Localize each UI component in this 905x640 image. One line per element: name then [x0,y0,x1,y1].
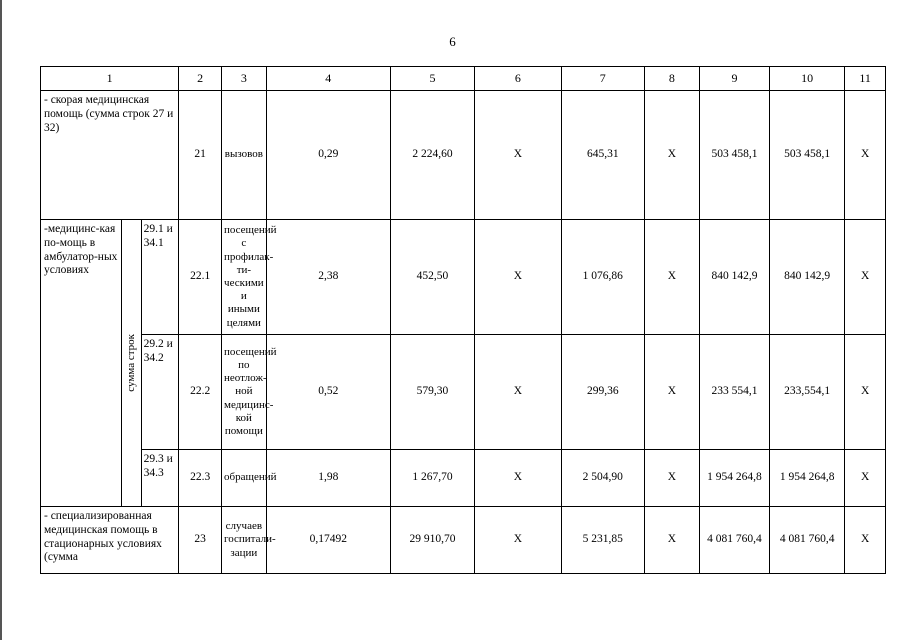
row-group-label: -медицинс-кая по-мощь в амбулатор-ных условиях [41,220,122,507]
header-cell-3: 3 [222,67,267,91]
value-cell: Х [475,91,561,220]
value-cell: 2 504,90 [561,450,644,507]
unit-cell: посещений с профилак-ти-ческими и иными целями [222,220,267,335]
value-cell: 2 224,60 [390,91,474,220]
row-number: 21 [179,91,222,220]
value-cell: 233 554,1 [699,335,769,450]
header-cell-10: 10 [770,67,845,91]
value-cell: 0,17492 [266,507,390,574]
row-number: 23 [179,507,222,574]
value-cell: 2,38 [266,220,390,335]
value-cell: 0,52 [266,335,390,450]
header-cell-4: 4 [266,67,390,91]
row-label: - специализированная медицинская помощь в стационарных условиях (сумма [41,507,179,574]
table-row [41,507,886,574]
value-cell: 4 081 760,4 [770,507,845,574]
row-number: 22.3 [179,450,222,507]
value-cell: 1 954 264,8 [770,450,845,507]
value-cell: 5 231,85 [561,507,644,574]
table-row [41,220,886,335]
value-cell: Х [475,220,561,335]
row-number: 22.2 [179,335,222,450]
value-cell: 1,98 [266,450,390,507]
unit-cell: обращений [222,450,267,507]
value-cell: 840 142,9 [699,220,769,335]
value-cell: 29 910,70 [390,507,474,574]
vertical-label-cell [122,220,141,507]
value-cell: Х [475,507,561,574]
value-cell: 4 081 760,4 [699,507,769,574]
value-cell: 645,31 [561,91,644,220]
value-cell: Х [845,507,886,574]
value-cell: 452,50 [390,220,474,335]
table-row [41,91,886,220]
page-left-border [0,0,2,640]
unit-cell: посещений по неотлож-ной медицинс-кой помощи [222,335,267,450]
value-cell: Х [845,220,886,335]
value-cell: 0,29 [266,91,390,220]
table-row [41,450,886,507]
value-cell: 299,36 [561,335,644,450]
table-row [41,335,886,450]
value-cell: Х [845,450,886,507]
value-cell: Х [475,450,561,507]
unit-cell: случаев госпитали-зации [222,507,267,574]
value-cell: 579,30 [390,335,474,450]
value-cell: Х [845,91,886,220]
value-cell: Х [644,335,699,450]
header-cell-7: 7 [561,67,644,91]
header-row [41,67,886,91]
value-cell: Х [845,335,886,450]
header-cell-5: 5 [390,67,474,91]
value-cell: 1 267,70 [390,450,474,507]
unit-cell: вызовов [222,91,267,220]
subrow-reference: 29.1 и 34.1 [141,220,179,335]
value-cell: Х [644,507,699,574]
value-cell: 503 458,1 [770,91,845,220]
row-number: 22.1 [179,220,222,335]
header-cell-11: 11 [845,67,886,91]
subrow-reference: 29.3 и 34.3 [141,450,179,507]
value-cell: 1 954 264,8 [699,450,769,507]
value-cell: 233,554,1 [770,335,845,450]
vertical-label: сумма строк [124,334,137,392]
value-cell: 1 076,86 [561,220,644,335]
value-cell: 503 458,1 [699,91,769,220]
header-cell-1: 1 [41,67,179,91]
page-number: 6 [449,34,456,49]
value-cell: 840 142,9 [770,220,845,335]
header-cell-8: 8 [644,67,699,91]
header-cell-6: 6 [475,67,561,91]
value-cell: Х [644,450,699,507]
data-table [40,66,886,574]
value-cell: Х [475,335,561,450]
row-label: - скорая медицинская помощь (сумма строк 27 и 32) [41,91,179,220]
value-cell: Х [644,220,699,335]
subrow-reference: 29.2 и 34.2 [141,335,179,450]
header-cell-9: 9 [699,67,769,91]
value-cell: Х [644,91,699,220]
header-cell-2: 2 [179,67,222,91]
